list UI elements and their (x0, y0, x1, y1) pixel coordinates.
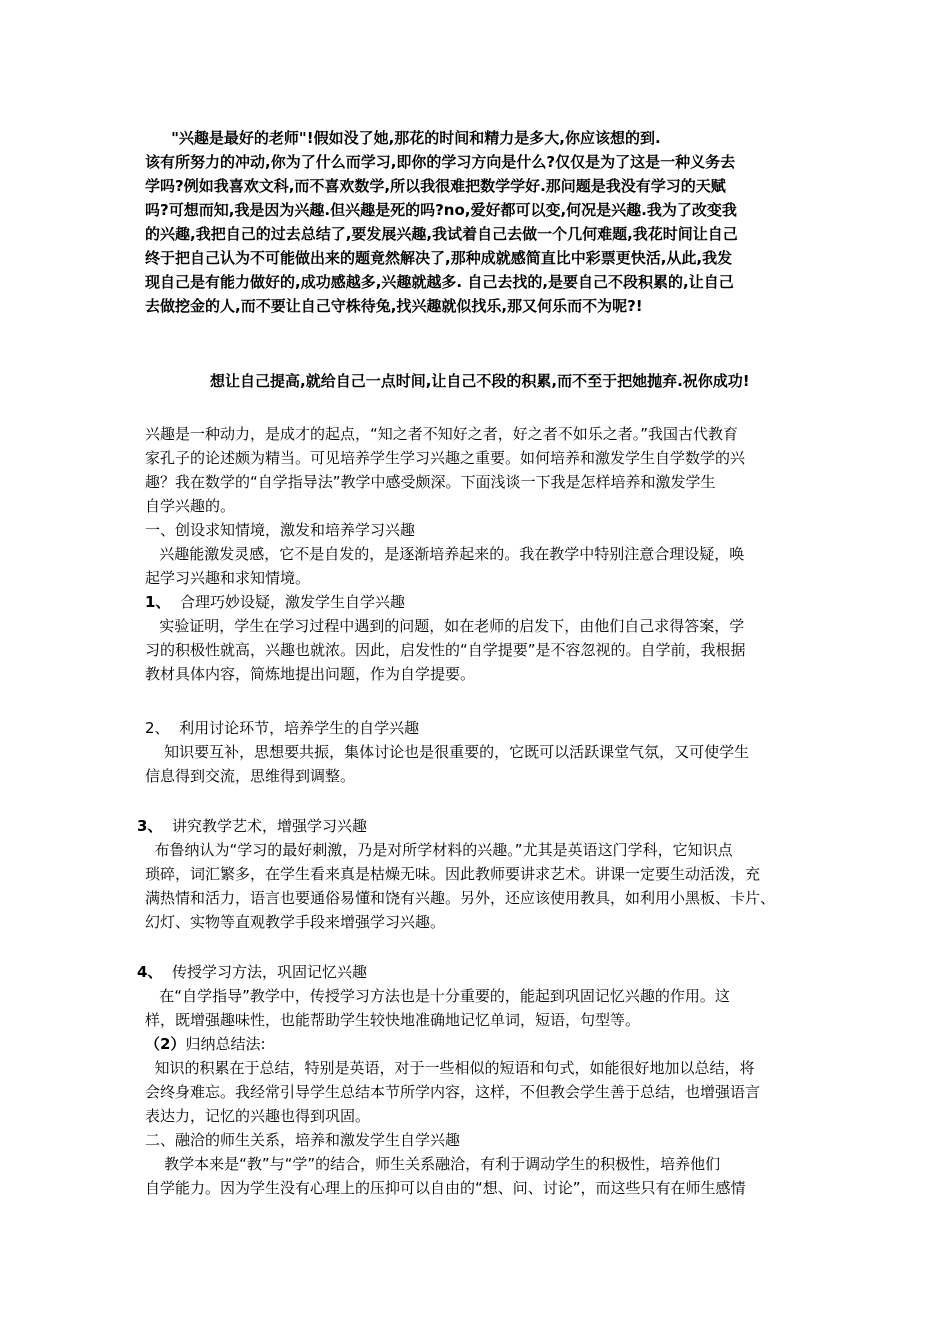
text-line: 表达力，记忆的兴趣也得到巩固。 (145, 1107, 371, 1125)
text-line: 教材具体内容，简炼地提出问题，作为自学提要。 (145, 665, 476, 683)
text-line: 兴趣能激发灵感，它不是自发的，是逐渐培养起来的。我在教学中特别注意合理设疑，唤 (145, 545, 745, 563)
text-line: 终于把自己认为不可能做出来的题竟然解决了,那种成就感简直比中彩票更快活,从此,我发 (145, 249, 733, 267)
item-number: 2、 (145, 719, 170, 737)
text-line: 自学兴趣的。 (145, 497, 236, 515)
section-heading: 一、创设求知情境，激发和培养学习兴趣 (145, 521, 416, 539)
text-line: 自学能力。因为学生没有心理上的压抑可以自由的“想、问、讨论”，而这些只有在师生感情 (145, 1179, 746, 1197)
item4-heading-block (137, 960, 807, 984)
text-line: 教学本来是“教”与“学”的结合，师生关系融洽，有利于调动学生的积极性，培养他们 (145, 1155, 721, 1173)
item-heading (145, 590, 815, 614)
intro-closing (210, 369, 880, 393)
item-number: （2） (145, 1035, 186, 1053)
text-line: 样，既增强趣味性，也能帮助学生较快地准确地记忆单词，短语，句型等。 (145, 1011, 641, 1029)
item3-block (137, 814, 807, 838)
text-line: 去做挖金的人,而不要让自己守株待兔,找兴趣就似找乐,那又何乐而不为呢?! (145, 297, 643, 315)
item2-block (145, 716, 815, 788)
text-line: 在“自学指导”教学中，传授学习方法也是十分重要的，能起到巩固记忆兴趣的作用。这 (145, 987, 730, 1005)
item-title: 合理巧妙设疑，激发学生自学兴趣 (179, 593, 405, 611)
intro-paragraph (145, 126, 815, 318)
text-line: 知识要互补，思想要共振，集体讨论也是很重要的，它既可以活跃课堂气氛，又可使学生 (145, 743, 750, 761)
text-line: 兴趣是一种动力，是成才的起点，“知之者不知好之者，好之者不如乐之者。”我国古代教育 (145, 425, 739, 443)
section-heading: 二、融洽的师生关系，培养和激发学生自学兴趣 (145, 1131, 461, 1149)
text-line: 该有所努力的冲动,你为了什么而学习,即你的学习方向是什么?仅仅是为了这是一种义务去 (145, 153, 736, 171)
text-line: 琐碎，词汇繁多，在学生看来真是枯燥无味。因此教师要讲求艺术。讲课一定要生动活泼，充 (145, 865, 761, 883)
text-line: 满热情和活力，语言也要通俗易懂和饶有兴趣。另外，还应该使用教具，如利用小黑板、卡片、 (145, 889, 776, 907)
item4-body (145, 984, 815, 1200)
text-line: 会终身难忘。我经常引导学生总结本节所学内容，这样，不但教会学生善于总结，也增强语言 (145, 1083, 761, 1101)
text-line: 幻灯、实物等直观教学手段来增强学习兴趣。 (145, 913, 446, 931)
item-number: 1、 (145, 593, 171, 611)
item-title: 传授学习方法，巩固记忆兴趣 (171, 963, 367, 981)
item-number: 4、 (137, 963, 163, 981)
item-heading (145, 716, 815, 740)
text-line: 布鲁纳认为“学习的最好刺激，乃是对所学材料的兴趣。”尤其是英语这门学科，它知识点 (145, 841, 733, 859)
item-title: 利用讨论环节，培养学生的自学兴趣 (179, 719, 420, 737)
text-line: 知识的积累在于总结，特别是英语，对于一些相似的短语和句式，如能很好地加以总结，将 (145, 1059, 755, 1077)
item-heading (137, 814, 807, 838)
item-number: 3、 (137, 817, 163, 835)
text-line: 学吗?例如我喜欢文科,而不喜欢数学,所以我很难把数学学好.那问题是我没有学习的天赋 (145, 177, 726, 195)
text-line: "兴趣是最好的老师"!假如没了她,那花的时间和精力是多大,你应该想的到. (145, 129, 661, 147)
item-heading (145, 1032, 815, 1056)
text-line: 吗?可想而知,我是因为兴趣.但兴趣是死的吗?no,爱好都可以变,何况是兴趣.我为了改变我 (145, 201, 737, 219)
text-line: 家孔子的论述颇为精当。可见培养学生学习兴趣之重要。如何培养和激发学生自学数学的兴 (145, 449, 746, 467)
essay-opening (145, 422, 815, 686)
text-line: 信息得到交流，思维得到调整。 (145, 767, 356, 785)
text-line: 的兴趣,我把自己的过去总结了,要发展兴趣,我试着自己去做一个几何难题,我花时间让自己 (145, 225, 738, 243)
text-line: 实验证明，学生在学习过程中遇到的问题，如在老师的启发下，由他们自己求得答案，学 (145, 617, 745, 635)
item-title: 归纳总结法: (185, 1035, 266, 1053)
text-line: 习的积极性就高，兴趣也就浓。因此，启发性的“自学提要”是不容忽视的。自学前，我根据 (145, 641, 746, 659)
text-line: 起学习兴趣和求知情境。 (145, 569, 311, 587)
item-heading (137, 960, 807, 984)
text-line: 趣？我在数学的“自学指导法”教学中感受颇深。下面浅谈一下我是怎样培养和激发学生 (145, 473, 716, 491)
text-line: 现自己是有能力做好的,成功感越多,兴趣就越多. 自己去找的,是要自己不段积累的,让自己 (145, 273, 734, 291)
item3-body (145, 838, 815, 934)
closing-line: 想让自己提高,就给自己一点时间,让自己不段的积累,而不至于把她抛弃.祝你成功! (210, 372, 750, 390)
item-title: 讲究教学艺术，增强学习兴趣 (171, 817, 367, 835)
